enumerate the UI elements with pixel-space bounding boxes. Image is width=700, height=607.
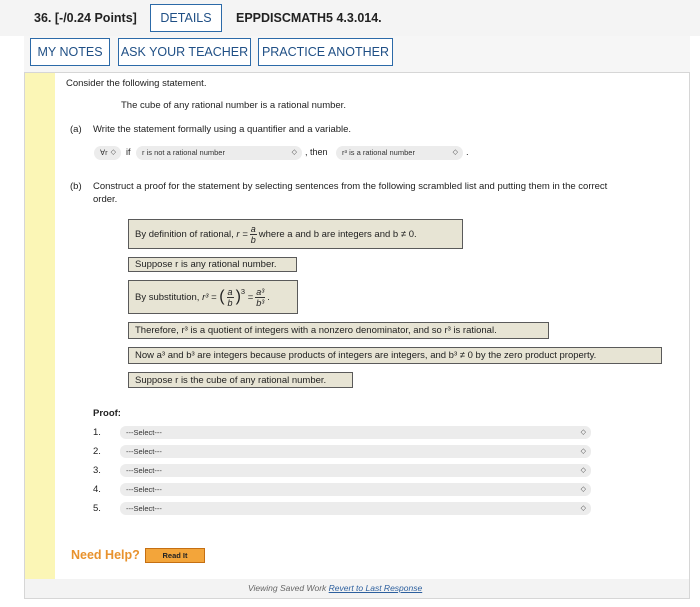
- question-reference: EPPDISCMATH5 4.3.014.: [236, 11, 382, 25]
- scrambled-sentence-definition[interactable]: By definition of rational, r = $\frac{a}{b}$ where a and b are integers and b ≠ 0.: [128, 219, 463, 249]
- chevron-updown-icon: ◇: [452, 149, 458, 156]
- intro-text: Consider the following statement.: [66, 78, 207, 89]
- scrambled-sentence-substitution[interactable]: By substitution, r³ = ( $\frac{a}{b}$ ) $^3$ = $\frac{\text{a³}}{\text{b³}}$ .: [128, 280, 298, 314]
- my-notes-button[interactable]: MY NOTES: [30, 38, 110, 66]
- scrambled-sentence-therefore[interactable]: Therefore, r³ is a quotient of integers with a nonzero denominator, and so r³ is rational.: [128, 322, 549, 339]
- proof-step-number: 4.: [93, 484, 101, 495]
- details-button[interactable]: DETAILS: [150, 4, 222, 32]
- read-it-button[interactable]: Read It: [145, 548, 205, 563]
- part-a-text: Write the statement formally using a quantifier and a variable.: [93, 124, 352, 135]
- part-b-text-line2: order.: [93, 194, 118, 205]
- left-status-bar: [25, 73, 55, 598]
- revert-link[interactable]: Revert to Last Response: [328, 583, 423, 593]
- proof-step-number: 3.: [93, 465, 101, 476]
- part-b-label: (b): [70, 181, 82, 192]
- practice-another-button[interactable]: PRACTICE ANOTHER: [258, 38, 393, 66]
- footer-status: Viewing Saved Work Revert to Last Response: [248, 583, 423, 593]
- proof-step-number: 5.: [93, 503, 101, 514]
- statement-text: The cube of any rational number is a rational number.: [121, 100, 346, 111]
- proof-step-select[interactable]: ---Select--- ◇: [120, 464, 591, 477]
- conclusion-select[interactable]: r³ is a rational number ◇: [336, 146, 463, 160]
- proof-step-select[interactable]: ---Select--- ◇: [120, 483, 591, 496]
- question-number: 36. [-/0.24 Points]: [34, 11, 137, 25]
- quantifier-select[interactable]: ∀r ◇: [94, 146, 121, 160]
- proof-label: Proof:: [93, 408, 121, 419]
- scrambled-sentence-now[interactable]: Now a³ and b³ are integers because products of integers are integers, and b³ ≠ 0 by the zero product property.: [128, 347, 662, 364]
- chevron-updown-icon: ◇: [580, 505, 586, 512]
- part-a-label: (a): [70, 124, 82, 135]
- need-help-label: Need Help?: [71, 548, 140, 562]
- chevron-updown-icon: ◇: [291, 149, 297, 156]
- period-text: .: [466, 147, 469, 158]
- chevron-updown-icon: ◇: [580, 448, 586, 455]
- proof-step-select[interactable]: ---Select--- ◇: [120, 426, 591, 439]
- proof-step-number: 1.: [93, 427, 101, 438]
- fraction: $\frac{a}{b}$: [227, 286, 233, 308]
- chevron-updown-icon: ◇: [580, 486, 586, 493]
- part-b-text-line1: Construct a proof for the statement by selecting sentences from the following scrambled list and putting them in the correct: [93, 181, 608, 192]
- fraction: $\frac{\text{a³}}{\text{b³}}$: [256, 286, 265, 308]
- chevron-updown-icon: ◇: [110, 149, 116, 156]
- proof-step-number: 2.: [93, 446, 101, 457]
- proof-step-select[interactable]: ---Select--- ◇: [120, 502, 591, 515]
- scrambled-sentence-suppose-cube[interactable]: Suppose r is the cube of any rational number.: [128, 372, 353, 388]
- then-text: , then: [305, 147, 328, 157]
- chevron-updown-icon: ◇: [580, 429, 586, 436]
- proof-step-select[interactable]: ---Select--- ◇: [120, 445, 591, 458]
- condition-select[interactable]: r is not a rational number ◇: [136, 146, 302, 160]
- fraction: $\frac{a}{b}$: [250, 223, 256, 245]
- chevron-updown-icon: ◇: [580, 467, 586, 474]
- scrambled-sentence-suppose-rational[interactable]: Suppose r is any rational number.: [128, 257, 297, 272]
- ask-teacher-button[interactable]: ASK YOUR TEACHER: [118, 38, 251, 66]
- if-text: if: [126, 147, 131, 157]
